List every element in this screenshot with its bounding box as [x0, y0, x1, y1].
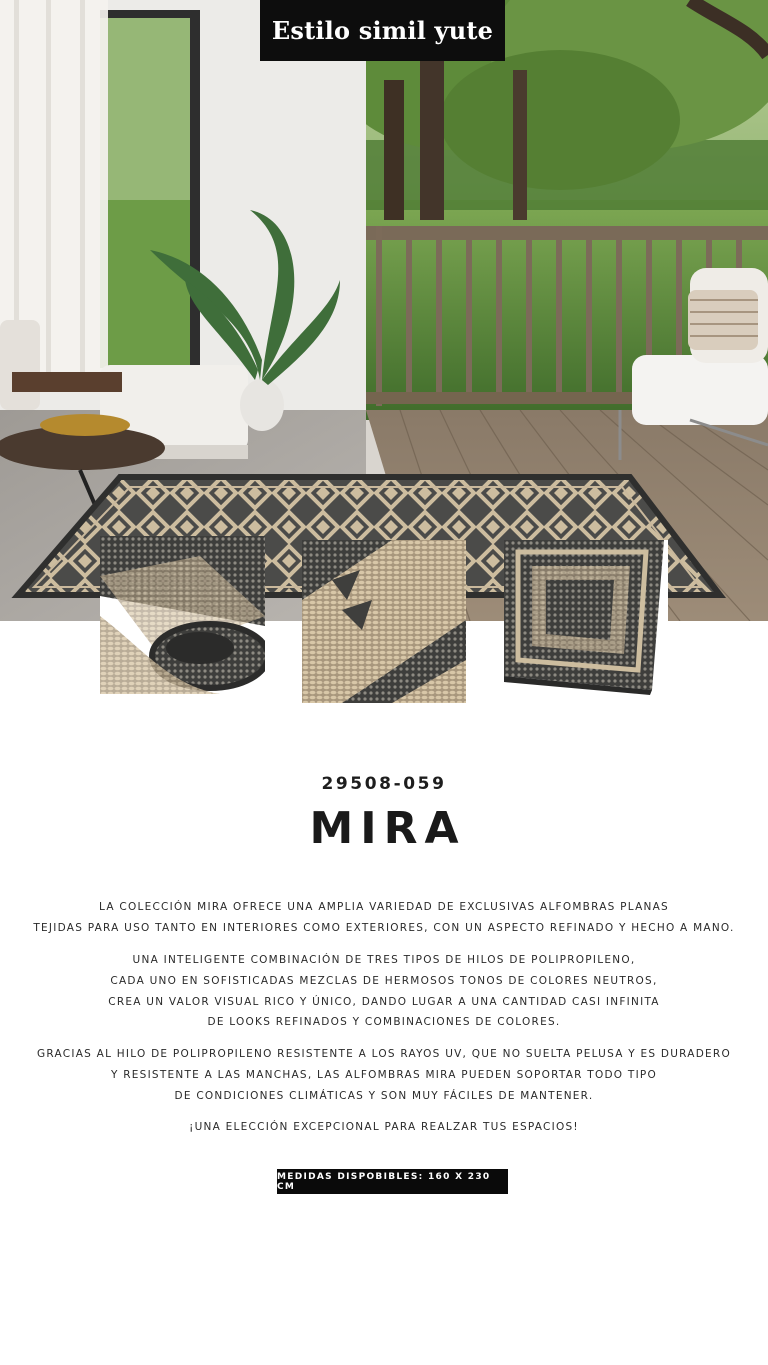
- description-line: TEJIDAS PARA USO TANTO EN INTERIORES COMO EXTERIORES, CON UN ASPECTO REFINADO Y HECHO A MANO.: [33, 921, 735, 934]
- description-line: GRACIAS AL HILO DE POLIPROPILENO RESISTENTE A LOS RAYOS UV, QUE NO SUELTA PELUSA Y ES DURADERO: [37, 1048, 731, 1060]
- description-paragraph-1: [0, 897, 768, 939]
- rug-border-detail-image: [504, 540, 668, 695]
- rug-roll-detail-image: [100, 536, 265, 694]
- style-badge: Estilo simil yute: [260, 0, 505, 61]
- product-sku: 29508-059: [321, 774, 447, 794]
- description-paragraph-2: [0, 950, 768, 1033]
- description-line: DE CONDICIONES CLIMÁTICAS Y SON MUY FÁCILES DE MANTENER.: [174, 1089, 594, 1102]
- description-tagline: [0, 1117, 768, 1138]
- description-line: CREA UN VALOR VISUAL RICO Y ÚNICO, DANDO LUGAR A UNA CANTIDAD CASI INFINITA: [108, 995, 660, 1008]
- description-line: DE LOOKS REFINADOS Y COMBINACIONES DE COLORES.: [207, 1016, 561, 1029]
- room-scene-illustration: [0, 0, 768, 621]
- description-line: Y RESISTENTE A LAS MANCHAS, LAS ALFOMBRAS MIRA PUEDEN SOPORTAR TODO TIPO: [110, 1068, 658, 1081]
- available-sizes-badge: MEDIDAS DISPOBIBLES: 160 X 230 CM: [277, 1169, 508, 1194]
- description-line: ¡UNA ELECCIÓN EXCEPCIONAL PARA REALZAR TUS ESPACIOS!: [189, 1121, 579, 1133]
- product-title: MIRA: [309, 803, 466, 854]
- description-line: CADA UNO EN SOFISTICADAS MEZCLAS DE HERMOSOS TONOS DE COLORES NEUTROS,: [110, 974, 658, 987]
- description-paragraph-3: [0, 1044, 768, 1106]
- hero-image: [0, 0, 768, 621]
- description-line: LA COLECCIÓN MIRA OFRECE UNA AMPLIA VARIEDAD DE EXCLUSIVAS ALFOMBRAS PLANAS: [99, 901, 669, 913]
- description-line: UNA INTELIGENTE COMBINACIÓN DE TRES TIPOS DE HILOS DE POLIPROPILENO,: [132, 954, 636, 966]
- rug-weave-closeup-image: [302, 540, 466, 703]
